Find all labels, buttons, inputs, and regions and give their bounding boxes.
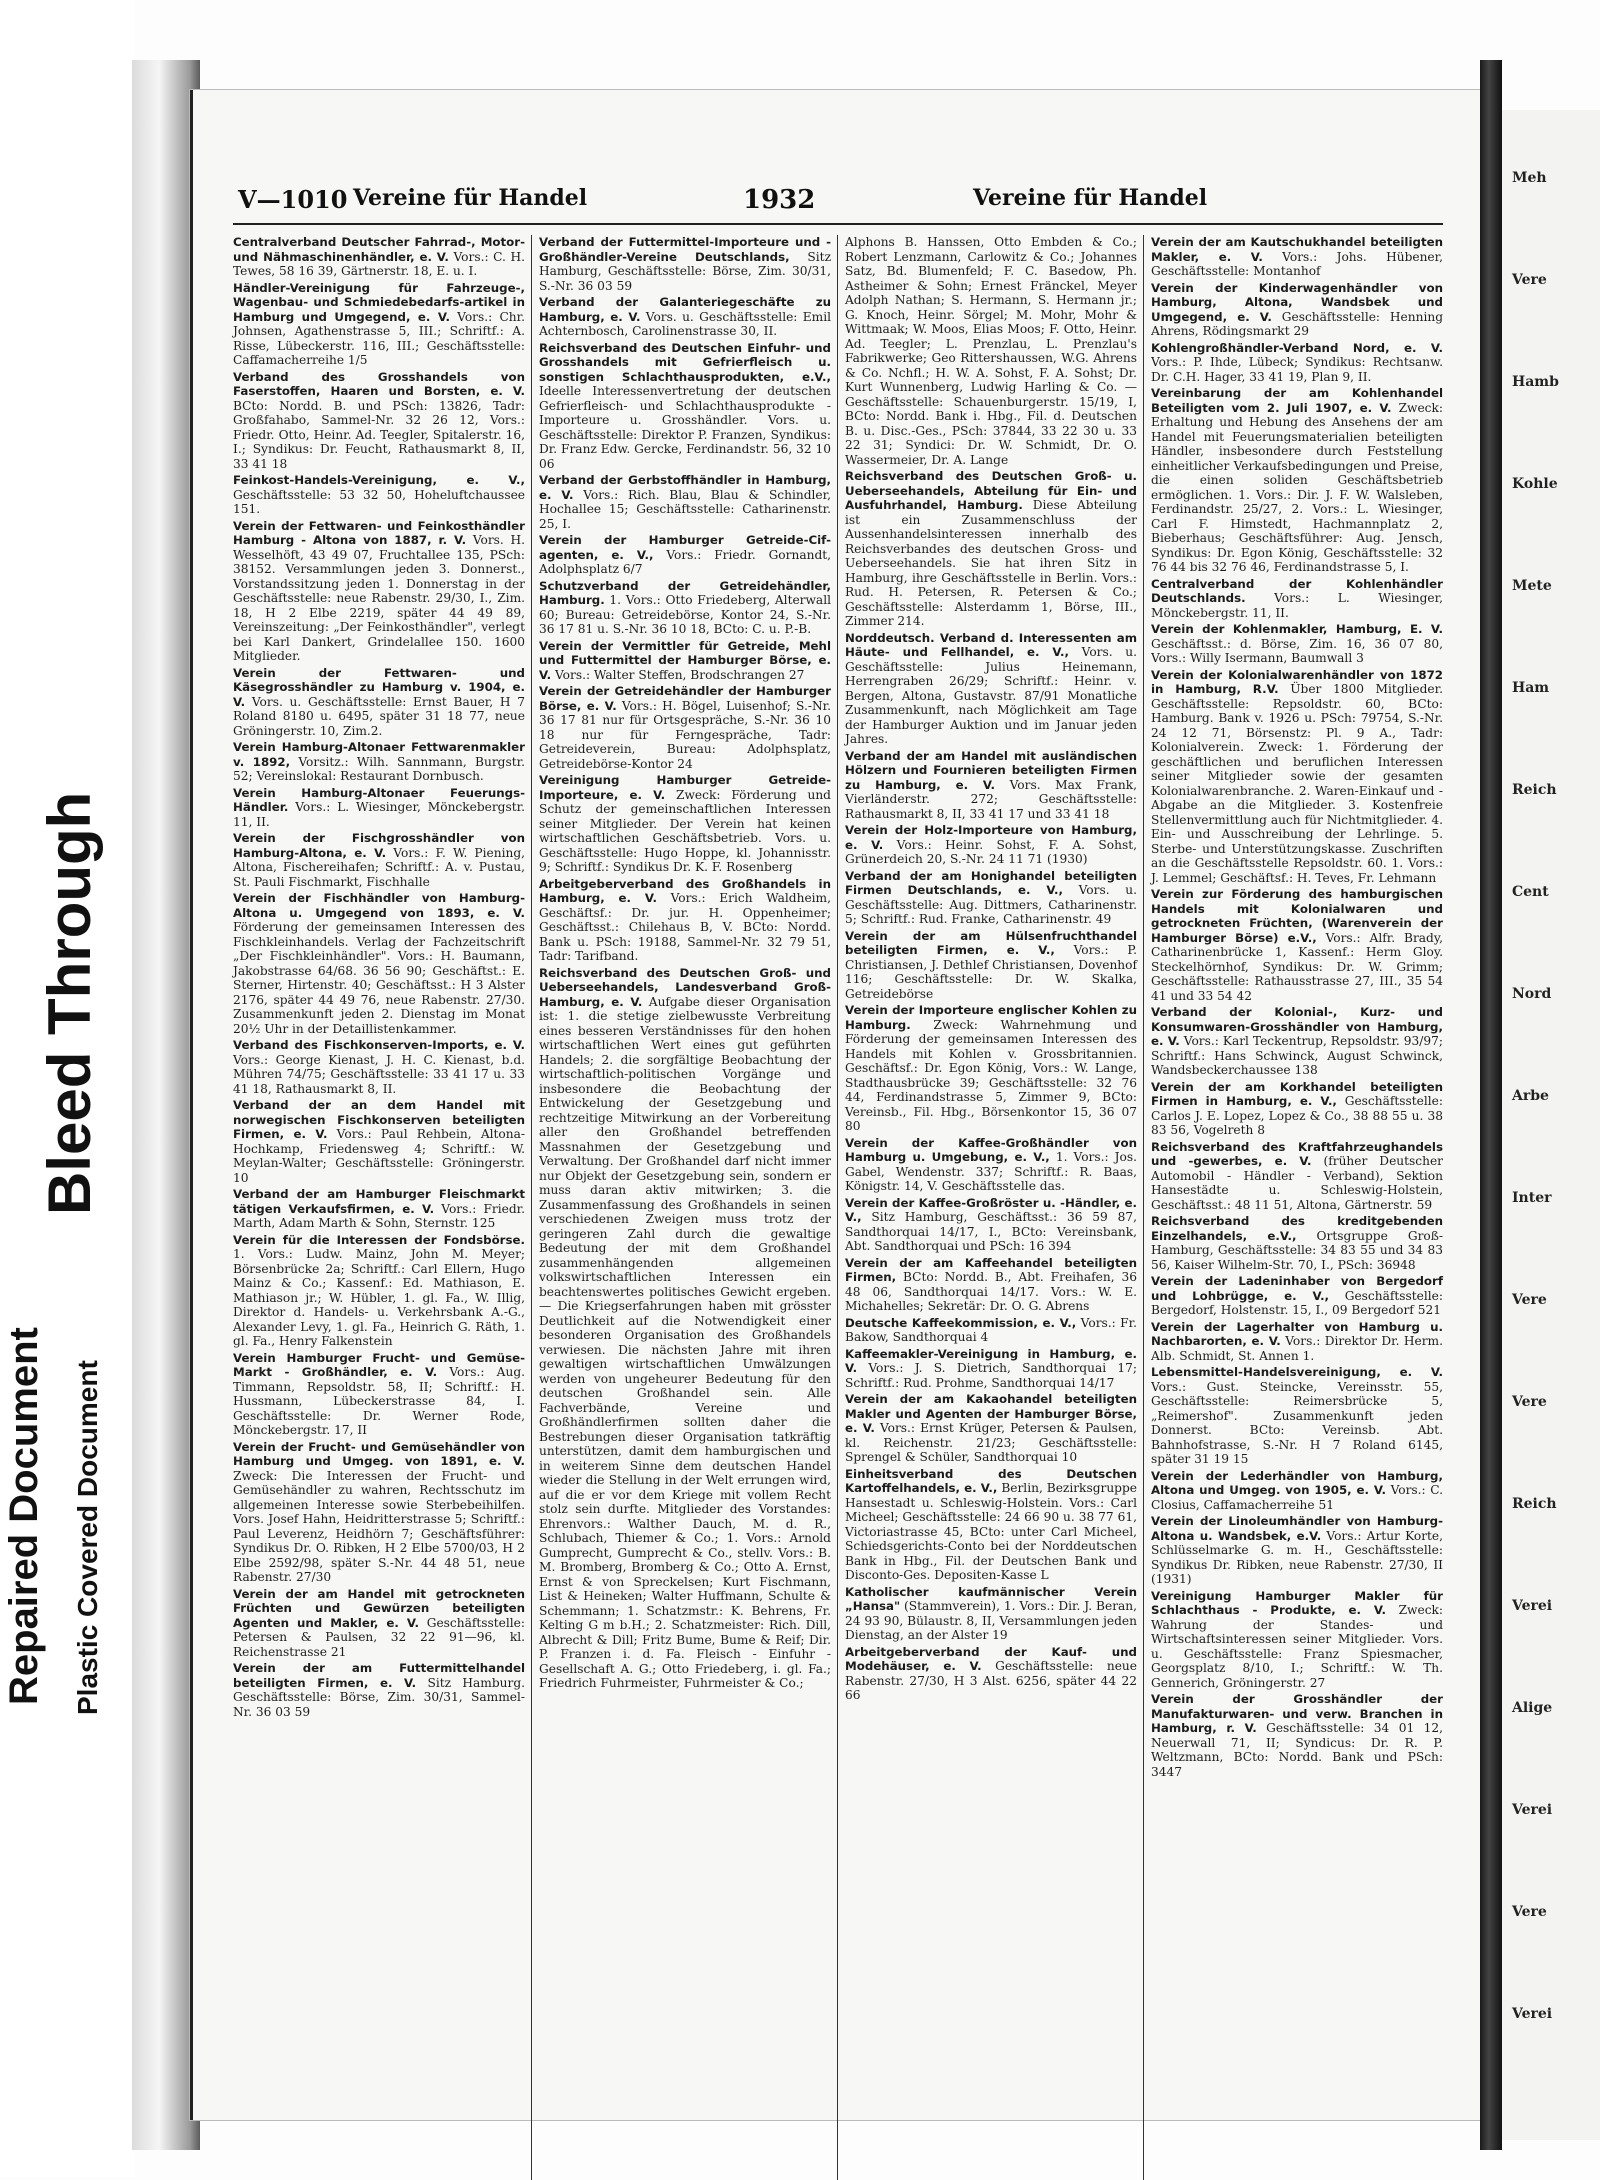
directory-entry (845, 631, 1137, 747)
directory-entry (845, 1467, 1137, 1583)
directory-entry (539, 684, 831, 771)
entry-title: Reichsverband des Deutschen Groß- und Ueberseehandels, Landesverband Groß-Hamburg, e. V. (539, 965, 831, 1009)
directory-entry (1151, 668, 1443, 886)
entry-text: BCto: Nordd. B., Abt. Freihafen, 36 48 06, Sandthorquai 14/17. Vors.: W. E. Michahelles; Sekretär: Dr. O. G. Abrens (845, 1270, 1137, 1313)
entry-title: Verein der am Kautschukhandel beteiligten Makler, e. V. (1151, 235, 1443, 264)
directory-entry (1151, 577, 1443, 621)
entry-text: Vors.: F. W. Piening, Altona, Fischereihafen; Schriftf.: A. v. Pustau, St. Pauli Fischmarkt, Fischhalle (233, 845, 526, 889)
entry-text: Vors. u. Geschäftsstelle: Ernst Bauer, H 7 Roland 8180 u. 6495, später 31 18 77, neue Gröningerstr. 10, Zim.2. (233, 694, 526, 738)
entry-title: Verein der am Futtermittelhandel beteiligten Firmen, e. V. (233, 1661, 525, 1690)
entry-text: Vors.: Heinr. Sohst, F. A. Sohst, Grünerdeich 20, S.-Nr. 24 11 71 (1930) (845, 837, 1137, 866)
directory-entry (1151, 1469, 1443, 1513)
repaired-document-label: Repaired Document (2, 1327, 46, 1705)
directory-entry (845, 869, 1137, 927)
directory-entry (539, 473, 831, 531)
entry-text: (früher Deutscher Automobil - Händler - Verband), Sektion Hansestädte u. Schleswig-Holstein, Geschäftsst.: 48 11 51, Altona, Gärtnerstr. 59 (1151, 1154, 1443, 1212)
entry-title: Verband der Kolonial-, Kurz- und Konsumwaren-Grosshändler von Hamburg, e. V. (1151, 1005, 1443, 1048)
directory-entry (1151, 1365, 1443, 1467)
text-column-2 (539, 235, 831, 1693)
entry-title: Deutsche Kaffeekommission, e. V., (845, 1315, 1077, 1330)
entry-text: Über 1800 Mitglieder. Geschäftsstelle: Repsoldstr. 60, BCto: Hamburg. Bank v. 1926 u. PSch: 79754, S.-Nr. 24 12 71, Börsenstz: Pl. 9 A., Tadr: Kolonialverein. Zweck: 1. Förderung der geschäftlichen und beruflichen Interessen seiner Mitglieder sowie der gesamten Kolonialwarenbranche. 2. Waren-Einkauf und -Abgabe an die Mitglieder. 3. Kostenfreie Stellenvermittlung auch für Nichtmitglieder. 4. Ein- und Ausschreibung der Lehrlinge. 5. Sterbe- und Unterstützungskasse. Zuschriften an die Geschäftsstelle Repsoldstr. 60. 1. Vors.: J. Lemmel; Geschäftsf.: H. Teves, Fr. Lehmann (1151, 682, 1443, 885)
entry-text: Förderung der gemeinsamen Interessen des Fischkleinhandels. Verlag der Fachzeitschrift „Der Fischkleinhändler". Vors.: H. Baumann, Jakobstrasse 64/68. 36 56 90; Geschäftst.: E. Sterner, Hirtenstr. 40; Geschäftsst.: H 3 Alster 2176, später 44 49 76, neue Rabenstr. 27/30. Zusammenkunft jeden 2. Dienstag im Monat 20½ Uhr in der Detaillistenkammer. (233, 920, 525, 1036)
entry-title: Verein der Fettwaren- und Feinkosthändler Hamburg - Altona von 1887, r. V. (233, 518, 525, 547)
entry-title: Vereinigung Hamburger Makler für Schlachthaus - Produkte, e. V. (1151, 1588, 1443, 1617)
adjacent-page-word: Mete (1512, 578, 1552, 594)
entry-title: Vereinbarung der am Kohlenhandel Beteiligten vom 2. Juli 1907, e. V. (1151, 386, 1443, 415)
entry-title: Centralverband der Kohlenhändler Deutschlands. (1151, 576, 1443, 605)
adjacent-page-word: Vere (1512, 1292, 1547, 1308)
directory-entry (845, 235, 1137, 467)
entry-text: Geschäftsstelle: 53 32 50, Hoheluftchaussee 151. (233, 487, 525, 516)
header-rule (233, 223, 1443, 225)
directory-entry (233, 891, 525, 1036)
adjacent-page-fragment (1502, 110, 1600, 2140)
entry-text: Geschäftsstelle: 34 01 12, Neuerwall 71, II; Syndicus: Dr. R. P. Weltzmann, BCto: Nordd. Bank und PSch: 3447 (1151, 1721, 1444, 1779)
entry-title: Centralverband Deutscher Fahrrad-, Motor- und Nähmaschinenhändler, e. V. (233, 235, 525, 264)
entry-text: Vors. u. Geschäftsstelle: Aug. Dittmers, Catharinenstr. 5; Schriftf.: Rud. Franke, Catharinenstr. 49 (845, 883, 1137, 926)
entry-text: Geschäftsstelle: Bergedorf, Holstenstr. 15, I., 09 Bergedorf 521 (1151, 1288, 1444, 1317)
entry-text: Vors.: Walter Steffen, Brodschrangen 27 (554, 667, 805, 682)
entry-text: Sitz Hamburg, Geschäftsst.: 36 59 87, Sandthorquai 14/17, I., BCto: Vereinsbank, Abt. Sandthorquai und PSch: 16 394 (845, 1210, 1137, 1253)
directory-entry (233, 235, 525, 279)
page-number: V—1010 (238, 185, 348, 214)
entry-title: Verein zur Förderung des hamburgischen Handels mit Kolonialwaren und getrockneten Früchten, (Warenverein der Hamburger Börse) e.V., (1151, 887, 1443, 945)
directory-entry (233, 740, 525, 784)
directory-entry (539, 235, 831, 293)
entry-title: Verband der Futtermittel-Importeure und -Großhändler-Vereine Deutschlands, (539, 235, 831, 264)
entry-text: (Stammverein), 1. Vors.: Dir. J. Beran, 24 93 90, Bülaustr. 8, II, Versammlungen jeden Dienstag, an der Alster 19 (845, 1599, 1138, 1642)
entry-text: Vors.: Aug. Timmann, Repsoldstr. 58, II; Schriftf.: H. Hussmann, Lübeckerstrasse 84, I. Geschäftsstelle: Dr. Werner Rode, Mönckebergstr. 17, II (233, 1365, 525, 1437)
adjacent-page-word: Reich (1512, 782, 1557, 798)
entry-title: Verein Hamburg-Altonaer Feuerungs-Händler. (233, 785, 525, 814)
document-page (190, 90, 1483, 2120)
text-column-3 (845, 235, 1137, 1705)
entry-title: Arbeitgeberverband der Kauf- und Modehäuser, e. V. (845, 1644, 1137, 1673)
entry-title: Verein der Kaffee-Großhändler von Hamburg u. Umgebung, e. V., (845, 1135, 1137, 1164)
bleed-through-label: Bleed Through (36, 791, 103, 1215)
entry-text: Ortsgruppe Groß-Hamburg, Geschäftsstelle: 34 83 55 und 34 83 56, Kaiser Wilhelm-Str. 70, I., PSch: 36948 (1151, 1228, 1444, 1272)
directory-entry (1151, 1080, 1443, 1138)
entry-text: BCto: Nordd. B. und PSch: 13826, Tadr: Großfahabo, Sammel-Nr. 32 26 12, Vors.: Friedr. Otto, Heinr. Ad. Teegler, Spitalerstr. 16, I.; Syndikus: Dr. Feucht, Rathausmarkt 8, II, 33 41 18 (233, 398, 525, 471)
entry-title: Verein der Kaffee-Großröster u. -Händler, e. V., (845, 1195, 1137, 1224)
directory-entry (233, 1098, 525, 1185)
entry-title: Verein der Grosshändler der Manufakturwaren- und verw. Branchen in Hamburg, r. V. (1151, 1692, 1443, 1735)
entry-text: Vors.: Johs. Hübener, Geschäftsstelle: Montanhof (1151, 249, 1444, 278)
entry-title: Feinkost-Handels-Vereinigung, e. V., (233, 473, 525, 487)
entry-text: 1. Vors.: Jos. Gabel, Wendenstr. 337; Schriftf.: R. Baas, Königstr. 14, V. Geschäftsstelle das. (845, 1150, 1138, 1193)
entry-text: Vors.: Rich. Blau, Blau & Schindler, Hochallee 15; Geschäftsstelle: Catharinenstr. 25, I. (539, 487, 832, 531)
entry-text: 1. Vors.: Ludw. Mainz, John M. Meyer; Börsenbrücke 2a; Schriftf.: Carl Ellern, Hugo Mainz & Co.; Kassenf.: Ed. Mathiason, E. Mathiason jr.; W. Hübler, 1. gl. Fa., W. Illig, Direktor d. Handels- u. Verkehrsbank A.-G., Alexander Levy, 1. gl. Fa., Heinrich G. Räth, 1. gl. Fa., Henry Falkenstein (233, 1247, 525, 1348)
adjacent-page-word: Ham (1512, 680, 1550, 696)
entry-title: Verein Hamburger Frucht- und Gemüse-Markt - Großhändler, e. V. (233, 1350, 525, 1379)
adjacent-page-word: Kohle (1512, 476, 1558, 492)
entry-text: Sitz Hamburg. Geschäftsstelle: Börse, Zim. 30/31, Sammel-Nr. 36 03 59 (233, 1675, 526, 1719)
directory-entry (845, 469, 1137, 629)
directory-entry (1151, 1214, 1443, 1272)
entry-title: Verein der Fischhändler von Hamburg-Altona u. Umgegend von 1893, e. V. (233, 891, 525, 920)
entry-title: Verein der Importeure englischer Kohlen zu Hamburg. (845, 1003, 1137, 1032)
plastic-covered-label: Plastic Covered Document (72, 1360, 103, 1715)
entry-text: Vors.: Friedr. Marth, Adam Marth & Sohn, Sternstr. 125 (233, 1201, 526, 1230)
directory-entry (233, 1187, 525, 1231)
text-column-1 (233, 235, 525, 1721)
entry-text: Vors. Max Frank, Vierländerstr. 272; Geschäftsstelle: Rathausmarkt 8, II, 33 41 17 und 33 41 18 (845, 777, 1138, 821)
directory-entry (233, 666, 525, 739)
directory-entry (1151, 235, 1443, 279)
entry-text: 1. Vors.: Otto Friedeberg, Alterwall 60; Bureau: Getreidebörse, Kontor 24, S.-Nr. 36 17 81 u. S.-Nr. 36 10 18, BCto: C. u. P.-B. (539, 593, 831, 636)
directory-entry (539, 579, 831, 637)
entry-title: Verband der Galanteriegeschäfte zu Hamburg, e. V. (539, 295, 831, 324)
entry-text: Vors.: J. S. Dietrich, Sandthorquai 17; Schriftf.: Rud. Prohme, Sandthorquai 14/17 (845, 1361, 1137, 1390)
adjacent-page-word: Vere (1512, 1904, 1547, 1920)
directory-entry (539, 639, 831, 683)
entry-text: Ideelle Interessenvertretung der deutschen Gefrierfleisch- und Schlachthausprodukte - Importeure u. Grosshändler. Vors. u. Geschäftsstelle: Direktor P. Franzen, Syndikus: Dr. Franz Edw. Gercke, Ferdinandstr. 56, 32 10 06 (539, 384, 831, 471)
directory-entry (1151, 887, 1443, 1003)
entry-text: Diese Abteilung ist ein Zusammenschluss der Aussenhandelsinteressen innerhalb des Reichsverbandes des deutschen Gross- und Ueberseehandels. Sie hat ihren Sitz in Hamburg, ihre Geschäftsstelle in Berlin. Vors.: Rud. H. Petersen, R. Petersen & Co.; Geschäftsstelle: Alsterdamm 1, Börse, III., Zimmer 214. (845, 498, 1137, 628)
adjacent-page-word: Hamb (1512, 374, 1559, 390)
entry-text: Vors.: Friedr. Gornandt, Adolphsplatz 6/7 (539, 547, 832, 576)
directory-entry (539, 341, 831, 472)
directory-entry (845, 823, 1137, 867)
directory-entry (845, 1585, 1137, 1643)
directory-entry (1151, 341, 1443, 385)
entry-title: Verein der Ladeninhaber von Bergedorf und Lohbrügge, e. V., (1151, 1274, 1443, 1303)
entry-text: Zweck: Förderung und Schutz der gemeinschaftlichen Interessen seiner Mitglieder. Der Verein hat keinen wirtschaftlichen Geschäftsbetrieb. Vors. u. Geschäftsstelle: Hugo Hoppe, kl. Johannisstr. 9; Schriftf.: Syndikus Dr. K. F. Rosenberg (539, 787, 831, 874)
page-edge-shadow (1480, 60, 1502, 2150)
entry-text: Vors.: Ernst Krüger, Petersen & Paulsen, kl. Reichenstr. 21/23; Geschäftsstelle: Sprengel & Schüler, Sandthorquai 10 (845, 1421, 1138, 1464)
entry-text: Geschäftsst.: d. Börse, Zim. 16, 36 07 80, Vors.: Willy Isermann, Baumwall 3 (1151, 636, 1443, 665)
entry-text: Vors. u. Geschäftsstelle: Emil Achternbosch, Carolinenstrasse 30, II. (539, 309, 832, 338)
entry-title: Verein der Lagerhalter von Hamburg u. Nachbarorten, e. V. (1151, 1319, 1443, 1348)
entry-title: Lebensmittel-Handelsvereinigung, e. V. (1151, 1365, 1443, 1379)
text-column-4 (1151, 235, 1443, 1781)
entry-text: Vors.: George Kienast, J. H. C. Kienast, b.d. Mühren 74/75; Geschäftsstelle: 33 41 17 u. 33 41 18, Rathausmarkt 8, II. (233, 1052, 525, 1096)
adjacent-page-word: Verei (1512, 1802, 1553, 1818)
directory-entry (845, 1392, 1137, 1465)
directory-entry (539, 966, 831, 1691)
directory-entry (845, 1003, 1137, 1134)
entry-text: Vors.: Fr. Bakow, Sandthorquai 4 (845, 1315, 1137, 1344)
directory-entry (845, 1196, 1137, 1254)
entry-title: Verein der Kohlenmakler, Hamburg, E. V. (1151, 622, 1443, 636)
entry-title: Verein für die Interessen der Fondsbörse. (233, 1232, 525, 1247)
entry-text: Geschäftsstelle: neue Rabenstr. 27/30, H 3 Alst. 6256, später 44 22 66 (845, 1659, 1137, 1702)
directory-entry (1151, 1005, 1443, 1078)
entry-title: Verein der Vermittler für Getreide, Mehl und Futtermittel der Hamburger Börse, e. V. (539, 638, 831, 682)
right-running-title: Vereine für Handel (973, 185, 1208, 211)
directory-entry (845, 929, 1137, 1002)
directory-entry (233, 1587, 525, 1660)
entry-text: Berlin, Bezirksgruppe Hansestadt u. Schleswig-Holstein. Vors.: Carl Micheel; Geschäftsstelle: 24 66 90 u. 38 77 61, Victoriastrasse 45, BCto: unter Carl Micheel, Schiedsgerichts-Conto bei der Norddeutschen Bank in Hbg., Fil. der Deutschen Bank und Disconto-Ges. Depositen-Kasse L (845, 1481, 1137, 1582)
directory-entry (539, 773, 831, 875)
entry-text: Vors.: Karl Teckentrup, Repsoldstr. 93/97; Schriftf.: Hans Schwinck, August Schwinck, Wandsbeckerchaussee 138 (1151, 1034, 1444, 1077)
entry-text: Vors.: C. Closius, Caffamacherreihe 51 (1151, 1483, 1444, 1512)
entry-title: Verein der am Hülsenfruchthandel beteiligten Firmen, e. V., (845, 928, 1137, 957)
directory-entry (1151, 281, 1443, 339)
entry-text: Vors.: Paul Rehbein, Altona-Hochkamp, Friedensweg 4; Schriftf.: W. Meylan-Walter; Geschäftsstelle: Gröningerstr. 10 (233, 1127, 525, 1185)
entry-title: Verband der am Hamburger Fleischmarkt tätigen Verkaufsfirmen, e. V. (233, 1187, 525, 1216)
adjacent-page-word: Vere (1512, 272, 1547, 288)
entry-title: Verein der Lederhändler von Hamburg, Altona und Umgeg. von 1905, e. V. (1151, 1468, 1443, 1497)
entry-title: Verein der am Kakaohandel beteiligten Makler und Agenten der Hamburger Börse, e. V. (845, 1392, 1137, 1435)
entry-title: Verein der Hamburger Getreide-Cif-agenten, e. V., (539, 533, 831, 562)
entry-text: Vorsitz.: Wilh. Sannmann, Burgstr. 52; Vereinslokal: Restaurant Dornbusch. (233, 754, 525, 783)
entry-text: Geschäftsstelle: Henning Ahrens, Rödingsmarkt 29 (1151, 309, 1443, 338)
adjacent-page-word: Cent (1512, 884, 1549, 900)
entry-text: Vors.: Gust. Steincke, Vereinsstr. 55, Geschäftsstelle: Reimersbrücke 5, „Reimershof". Zusammenkunft jeden Donnerst. BCto: Vereinsb. Abt. Bahnhofstrasse, S.-Nr. H 7 Roland 6145, später 31 19 15 (1151, 1379, 1443, 1466)
entry-title: Verband der am Honighandel beteiligten Firmen Deutschlands, e. V., (845, 868, 1137, 897)
entry-text: Alphons B. Hanssen, Otto Embden & Co.; Robert Lenzmann, Carlowitz & Co.; Johannes Satz, Bd. Blumenfeld; F. C. Basedow, Ph. Astheimer & Sohn; Ernest Fränckel, Meyer Adolph Nathan; S. Hermann, S. Hermann jr.; G. Knoch, Heinr. Sörgel; M. Mohr, Mohr & Wittmaak; W. Moos, Elias Moos; F. Otto, Heinr. Ad. Teegler; L. Prenzlau, L. Prenzlau's Fabrikwerke; Geo Rittershaussen, W.G. Ahrens & Co. Nchfl.; H. W. A. Sohst, F. A. Sohst; Dr. Kurt Wunnenberg, Ludwig Harling & Co. — Geschäftsstelle: Schauenburgerstr. 15/19, I, BCto: Nordd. Bank i. Hbg., Fil. d. Deutschen B. u. Disc.-Ges., PSch: 37844, 33 22 30 u. 33 22 31; Syndici: Dr. W. Schmidt, Dr. O. Wassermeier, Dr. A. Lange (845, 235, 1137, 467)
adjacent-page-word: Arbe (1512, 1088, 1549, 1104)
entry-text: Geschäftsstelle: Carlos J. E. Lopez, Lopez & Co., 38 88 55 u. 38 83 56, Vogelreth 8 (1151, 1094, 1444, 1137)
entry-text: Vors.: Direktor Dr. Herm. Alb. Schmidt, St. Annen 1. (1151, 1334, 1443, 1363)
adjacent-page-word: Verei (1512, 1598, 1553, 1614)
adjacent-page-word: Alige (1512, 1700, 1553, 1716)
entry-title: Kohlengroßhändler-Verband Nord, e. V. (1151, 340, 1443, 355)
entry-text: Vors.: Chr. Johnsen, Agathenstrasse 5, III.; Schriftf.: A. Risse, Lübeckerstr. 116, III.; Geschäftsstelle: Caffamacherreihe 1/5 (233, 309, 525, 367)
running-header (193, 185, 1483, 225)
entry-text: Vors. H. Wesselhöft, 43 49 07, Fruchtallee 135, PSch: 38152. Versammlungen jeden 3. Donnerst., Vorstandssitzung jeden 1. Donnerstag in der Geschäftsstelle: neue Rabenstr. 29/30, I., Zim. 18, H 2 Elbe 2219, später 44 49 89, Vereinszeitung: „Der Feinkosthändler", verlegt bei Karl Dankert, Grindelallee 150. 1600 Mitglieder. (233, 533, 525, 663)
entry-title: Verein der Linoleumhändler von Hamburg-Altona u. Wandsbek, e.V. (1151, 1514, 1443, 1543)
adjacent-page-word: Meh (1512, 170, 1547, 186)
entry-title: Verband der am Handel mit ausländischen Hölzern und Fournieren beteiligten Firmen zu Hamburg, e. V. (845, 748, 1137, 792)
entry-title: Einheitsverband des Deutschen Kartoffelhandels, e. V., (845, 1466, 1137, 1495)
entry-text: Vors.: L. Wiesinger, Mönckebergstr. 11, II. (1151, 591, 1443, 620)
entry-text: Zweck: Wahrnehmung und Förderung der gemeinsamen Interessen des Handels mit Kohlen v. Grossbritannien. Geschäftsf.: Dr. Egon König, Vors.: W. Lange, Stadthausbrücke 39; Geschäftsstelle: 32 76 44, Ferdinandstrasse 5, Zimmer 9, BCto: Vereinsb., Fil. Hbg., Börsenkontor 15, 36 07 80 (845, 1017, 1137, 1133)
entry-text: Vors.: C. H. Tewes, 58 16 39, Gärtnerstr. 18, E. u. I. (233, 249, 526, 278)
entry-text: Zweck: Die Interessen der Frucht- und Gemüsehändler zu wahren, Rechtsschutz im allgemeinen Interesse sowie Sterbebeihilfen. Vors. Josef Hahn, Heidritterstrasse 5; Schriftf.: Paul Leverenz, Heidhörn 7; Geschäftsführer: Syndikus Dr. O. Ribken, H 2 Elbe 5700/03, H 2 Elbe 2592/98, später S.-Nr. 44 48 51, neue Rabenstr. 27/30 (233, 1468, 525, 1584)
entry-text: Zweck: Erhaltung und Hebung des Ansehens der am Handel mit Feuerungsmaterialien beteiligten Händler, insbesondere durch Feststellung einheitlicher Verkaufsbedingungen und Preise, die einen soliden Geschäftsbetrieb ermöglichen. 1. Vors.: Dir. J. F. W. Walsleben, Ferdinandstr. 25/27, 2. Vors.: L. Wiesinger, Carl F. Himstedt, Hachmannplatz 2, Bieberhaus; Geschäftsführer: Aug. Jensch, Syndikus: Dr. Egon König, Geschäftsstelle: 32 76 44 bis 32 76 46, Ferdinandstrasse 5, I. (1151, 400, 1443, 574)
directory-entry (233, 786, 525, 830)
entry-text: Vors.: H. Bögel, Luisenhof; S.-Nr. 36 17 81 nur für Ortsgespräche, S.-Nr. 36 10 18 nur für Ferngespräche, Tadr: Getreideverein, Bureau: Adolphsplatz, Getreidebörse-Kontor 24 (539, 698, 831, 771)
entry-title: Verband des Fischkonserven-Imports, e. V. (233, 1038, 525, 1052)
entry-title: Katholischer kaufmännischer Verein „Hansa" (845, 1584, 1137, 1613)
entry-text: Geschäftsstelle: Petersen & Paulsen, 32 22 91—96, kl. Reichenstrasse 21 (233, 1615, 525, 1659)
directory-entry (233, 519, 525, 664)
entry-title: Verein der Frucht- und Gemüsehändler von Hamburg und Umgeg. von 1891, e. V. (233, 1439, 525, 1468)
entry-title: Reichsverband des Kraftfahrzeughandels und -gewerbes, e. V. (1151, 1139, 1443, 1168)
directory-entry (1151, 1140, 1443, 1213)
year-heading: 1932 (743, 185, 816, 215)
directory-entry (539, 533, 831, 577)
entry-title: Händler-Vereinigung für Fahrzeuge-, Wagenbau- und Schmiedebedarfs-artikel in Hamburg und Umgegend, e. V. (233, 280, 525, 324)
directory-entry (233, 1661, 525, 1719)
entry-text: Vors.: Erich Waldheim, Geschäftsf.: Dr. jur. H. Oppenheimer; Geschäftsst.: Chilehaus B, V. BCto: Nordd. Bank u. PSch: 19188, Sammel-Nr. 32 79 51, Tadr: Tarifband. (539, 891, 831, 963)
directory-entry (233, 1038, 525, 1096)
column-divider (531, 235, 532, 2180)
entry-title: Verein der am Kaffeehandel beteiligten Firmen, (845, 1255, 1137, 1284)
directory-entry (845, 1136, 1137, 1194)
directory-entry (233, 831, 525, 889)
directory-entry (1151, 1589, 1443, 1691)
entry-title: Schutzverband der Getreidehändler, Hamburg. (539, 578, 831, 607)
entry-title: Norddeutsch. Verband d. Interessenten am Häute- und Fellhandel, e. V., (845, 630, 1137, 659)
entry-title: Verein der Fischgrosshändler von Hamburg-Altona, e. V. (233, 831, 525, 860)
directory-entry (233, 1440, 525, 1585)
column-divider (837, 235, 838, 2180)
adjacent-page-word: Nord (1512, 986, 1552, 1002)
entry-title: Reichsverband des Deutschen Einfuhr- und Grosshandels mit Gefrierfleisch u. sonstigen Schlachthausprodukten, e.V., (539, 340, 831, 384)
left-running-title: Vereine für Handel (353, 185, 588, 211)
adjacent-page-word: Verei (1512, 2006, 1553, 2022)
directory-entry (539, 877, 831, 964)
entry-title: Reichsverband des kreditgebenden Einzelhandels, e.V., (1151, 1214, 1443, 1243)
entry-text: Vors.: P. Christiansen, J. Dethlef Christiansen, Dovenhof 116; Geschäftsstelle: Dr. W. Skalka, Getreidebörse (845, 943, 1138, 1001)
directory-entry (1151, 1514, 1443, 1587)
entry-title: Verein der Fettwaren- und Käsegrosshändler zu Hamburg v. 1904, e. V. (233, 665, 525, 709)
entry-title: Verein der am Korkhandel beteiligten Firmen in Hamburg, e. V., (1151, 1079, 1443, 1108)
directory-entry (539, 295, 831, 339)
directory-entry (233, 1351, 525, 1438)
directory-entry (1151, 622, 1443, 666)
directory-entry (845, 749, 1137, 822)
entry-text: Zweck: Wahrung der Standes- und Wirtschaftsinteressen seiner Mitglieder. Vors. u. Geschäftsstelle: Franz Spiesmacher, Georgsplatz 8/10, I.; Schriftf.: W. Th. Gennerich, Gröningerstr. 27 (1151, 1603, 1444, 1690)
directory-entry (233, 1233, 525, 1349)
entry-title: Verband des Grosshandels von Faserstoffen, Haaren und Borsten, e. V. (233, 369, 525, 398)
adjacent-page-word: Reich (1512, 1496, 1557, 1512)
directory-entry (845, 1645, 1137, 1703)
directory-entry (1151, 1320, 1443, 1364)
entry-title: Reichsverband des Deutschen Groß- u. Ueberseehandels, Abteilung für Ein- und Ausfuhrhandel, Hamburg. (845, 469, 1137, 512)
entry-text: Vors.: Alfr. Brady, Catharinenbrücke 1, Kassenf.: Herm Gloy. Steckelhörnhof, Syndikus: Dr. W. Grimm; Geschäftsstelle: Rathausstrasse 27, III., 35 54 41 und 33 54 42 (1151, 930, 1443, 1003)
directory-entry (845, 1316, 1137, 1345)
column-divider (1143, 235, 1144, 2180)
entry-title: Verein der am Handel mit getrockneten Früchten und Gewürzen beteiligten Agenten und Makler, e. V. (233, 1586, 525, 1630)
directory-entry (1151, 1274, 1443, 1318)
adjacent-page-word: Vere (1512, 1394, 1547, 1410)
directory-entry (845, 1256, 1137, 1314)
adjacent-page-word: Inter (1512, 1190, 1552, 1206)
entry-title: Kaffeemakler-Vereinigung in Hamburg, e. V. (845, 1346, 1137, 1375)
entry-title: Verein der Getreidehändler der Hamburger Börse, e. V. (539, 684, 831, 713)
entry-text: Vors. u. Geschäftsstelle: Julius Heinemann, Herrengraben 26/29; Schriftf.: Heinr. v. Bergen, Altona, Gustavstr. 87/91 Monatliche Zusammenkunft, nach Möglichkeit am Tage der Hamburger Auktion und im Januar jeden Jahres. (845, 645, 1138, 746)
entry-title: Verein Hamburg-Altonaer Fettwarenmakler v. 1892, (233, 740, 525, 769)
entry-text: Sitz Hamburg, Geschäftsstelle: Börse, Zim. 30/31, S.-Nr. 36 03 59 (539, 249, 831, 293)
entry-title: Arbeitgeberverband des Großhandels in Hamburg, e. V. (539, 876, 831, 905)
directory-entry (845, 1347, 1137, 1391)
entry-text: Vors.: P. Ihde, Lübeck; Syndikus: Rechtsanw. Dr. C.H. Hager, 33 41 19, Plan 9, II. (1151, 355, 1443, 384)
entry-title: Verein der Kinderwagenhändler von Hamburg, Altona, Wandsbek und Umgegend, e. V. (1151, 280, 1443, 324)
entry-title: Verein der Kolonialwarenhändler von 1872 in Hamburg, R.V. (1151, 667, 1443, 696)
directory-entry (1151, 386, 1443, 575)
entry-title: Vereinigung Hamburger Getreide-Importeure, e. V. (539, 773, 831, 802)
entry-text: Vors.: Artur Korte, Schlüsselmarke G. m. H., Geschäftsstelle: Syndikus Dr. Ribken, neue Rabenstr. 27/30, II (1931) (1151, 1528, 1443, 1586)
directory-entry (233, 473, 525, 517)
entry-title: Verein der Holz-Importeure von Hamburg, e. V. (845, 823, 1137, 852)
entry-title: Verband der an dem Handel mit norwegischen Fischkonserven beteiligten Firmen, e. V. (233, 1098, 525, 1141)
directory-entry (233, 370, 525, 472)
entry-text: Aufgabe dieser Organisation ist: 1. die stetige zielbewusste Verbreitung eines besseren Verständnisses für den hohen wirtschaftlichen Wert eines gut geführten Handels; 2. die sorgfältige Beobachtung der wirtschaftlich-politischen Vorgänge und insbesondere die Beobachtung der Entwickelung der Gesetzgebung und rechtzeitige Mitwirkung an der Vorbereitung aller den Großhandel betreffenden Massnahmen der Gesetzgebung und Verwaltung. Der Großhandel darf nicht immer nur Objekt der Gesetzgebung sein, sondern er muss daran aktiv mitwirken; 3. die Zusammenfassung des Großhandels in seinen verschiedenen Zweigen muss trotz der geringeren Zahl durch die gewaltige Bedeutung der mit dem Großhandel zusammenhängenden allgemeinen volkswirtschaftlichen Interessen ein beachtenswertes politisches Gewicht ergeben. — Die Kriegserfahrungen haben mit grösster Deutlichkeit auf die Notwendigkeit einer besonderen Organisation des Großhandels verwiesen. Die nächsten Jahre mit ihren gewaltigen wirtschaftlichen Umwälzungen werden von ungeheurer Bedeutung für den deutschen Großhandel sein. Alle Fachverbände, Vereine und Großhändlerfirmen sollten daher die Bestrebungen dieser Organisation tatkräftig unterstützen, damit dem hamburgischen und in weiterem Sinne dem deutschen Handel wieder die Stellung in der Welt errungen wird, auf die er vor dem Kriege mit vollem Recht stolz sein durfte. Mitglieder des Vorstandes: Ehrenvors.: Walther Dauch, M. d. R., Schlubach, Thiemer & Co.; 1. Vors.: Arnold Gumprecht, Gumprecht & Co., stellv. Vors.: B. M. Bromberg, Bromberg & Co.; Otto A. Ernst, Ernst & von Spreckelsen; Kurt Fischmann, List & Heineken; Walter Huffmann, Schulte & Schemmann; 1. Schatzmstr.: K. Behrens, Fr. Kelting G m b.H.; 2. Schatzmeister: Rich. Dill, Albrecht & Dill; Fritz Bume, Bume & Reif; Dir. P. Franzen i. d. Fa. Fleisch - Einfuhr - Gesellschaft A. G.; Otto Friedeberg, i. gl. Fa.; Friedrich Fuhrmeister, Fuhrmeister & Co.; (539, 994, 832, 1690)
entry-title: Verband der Gerbstoffhändler in Hamburg, e. V. (539, 473, 831, 502)
entry-text: Vors.: L. Wiesinger, Mönckebergstr. 11, II. (233, 800, 525, 829)
directory-entry (233, 281, 525, 368)
directory-entry (1151, 1692, 1443, 1779)
